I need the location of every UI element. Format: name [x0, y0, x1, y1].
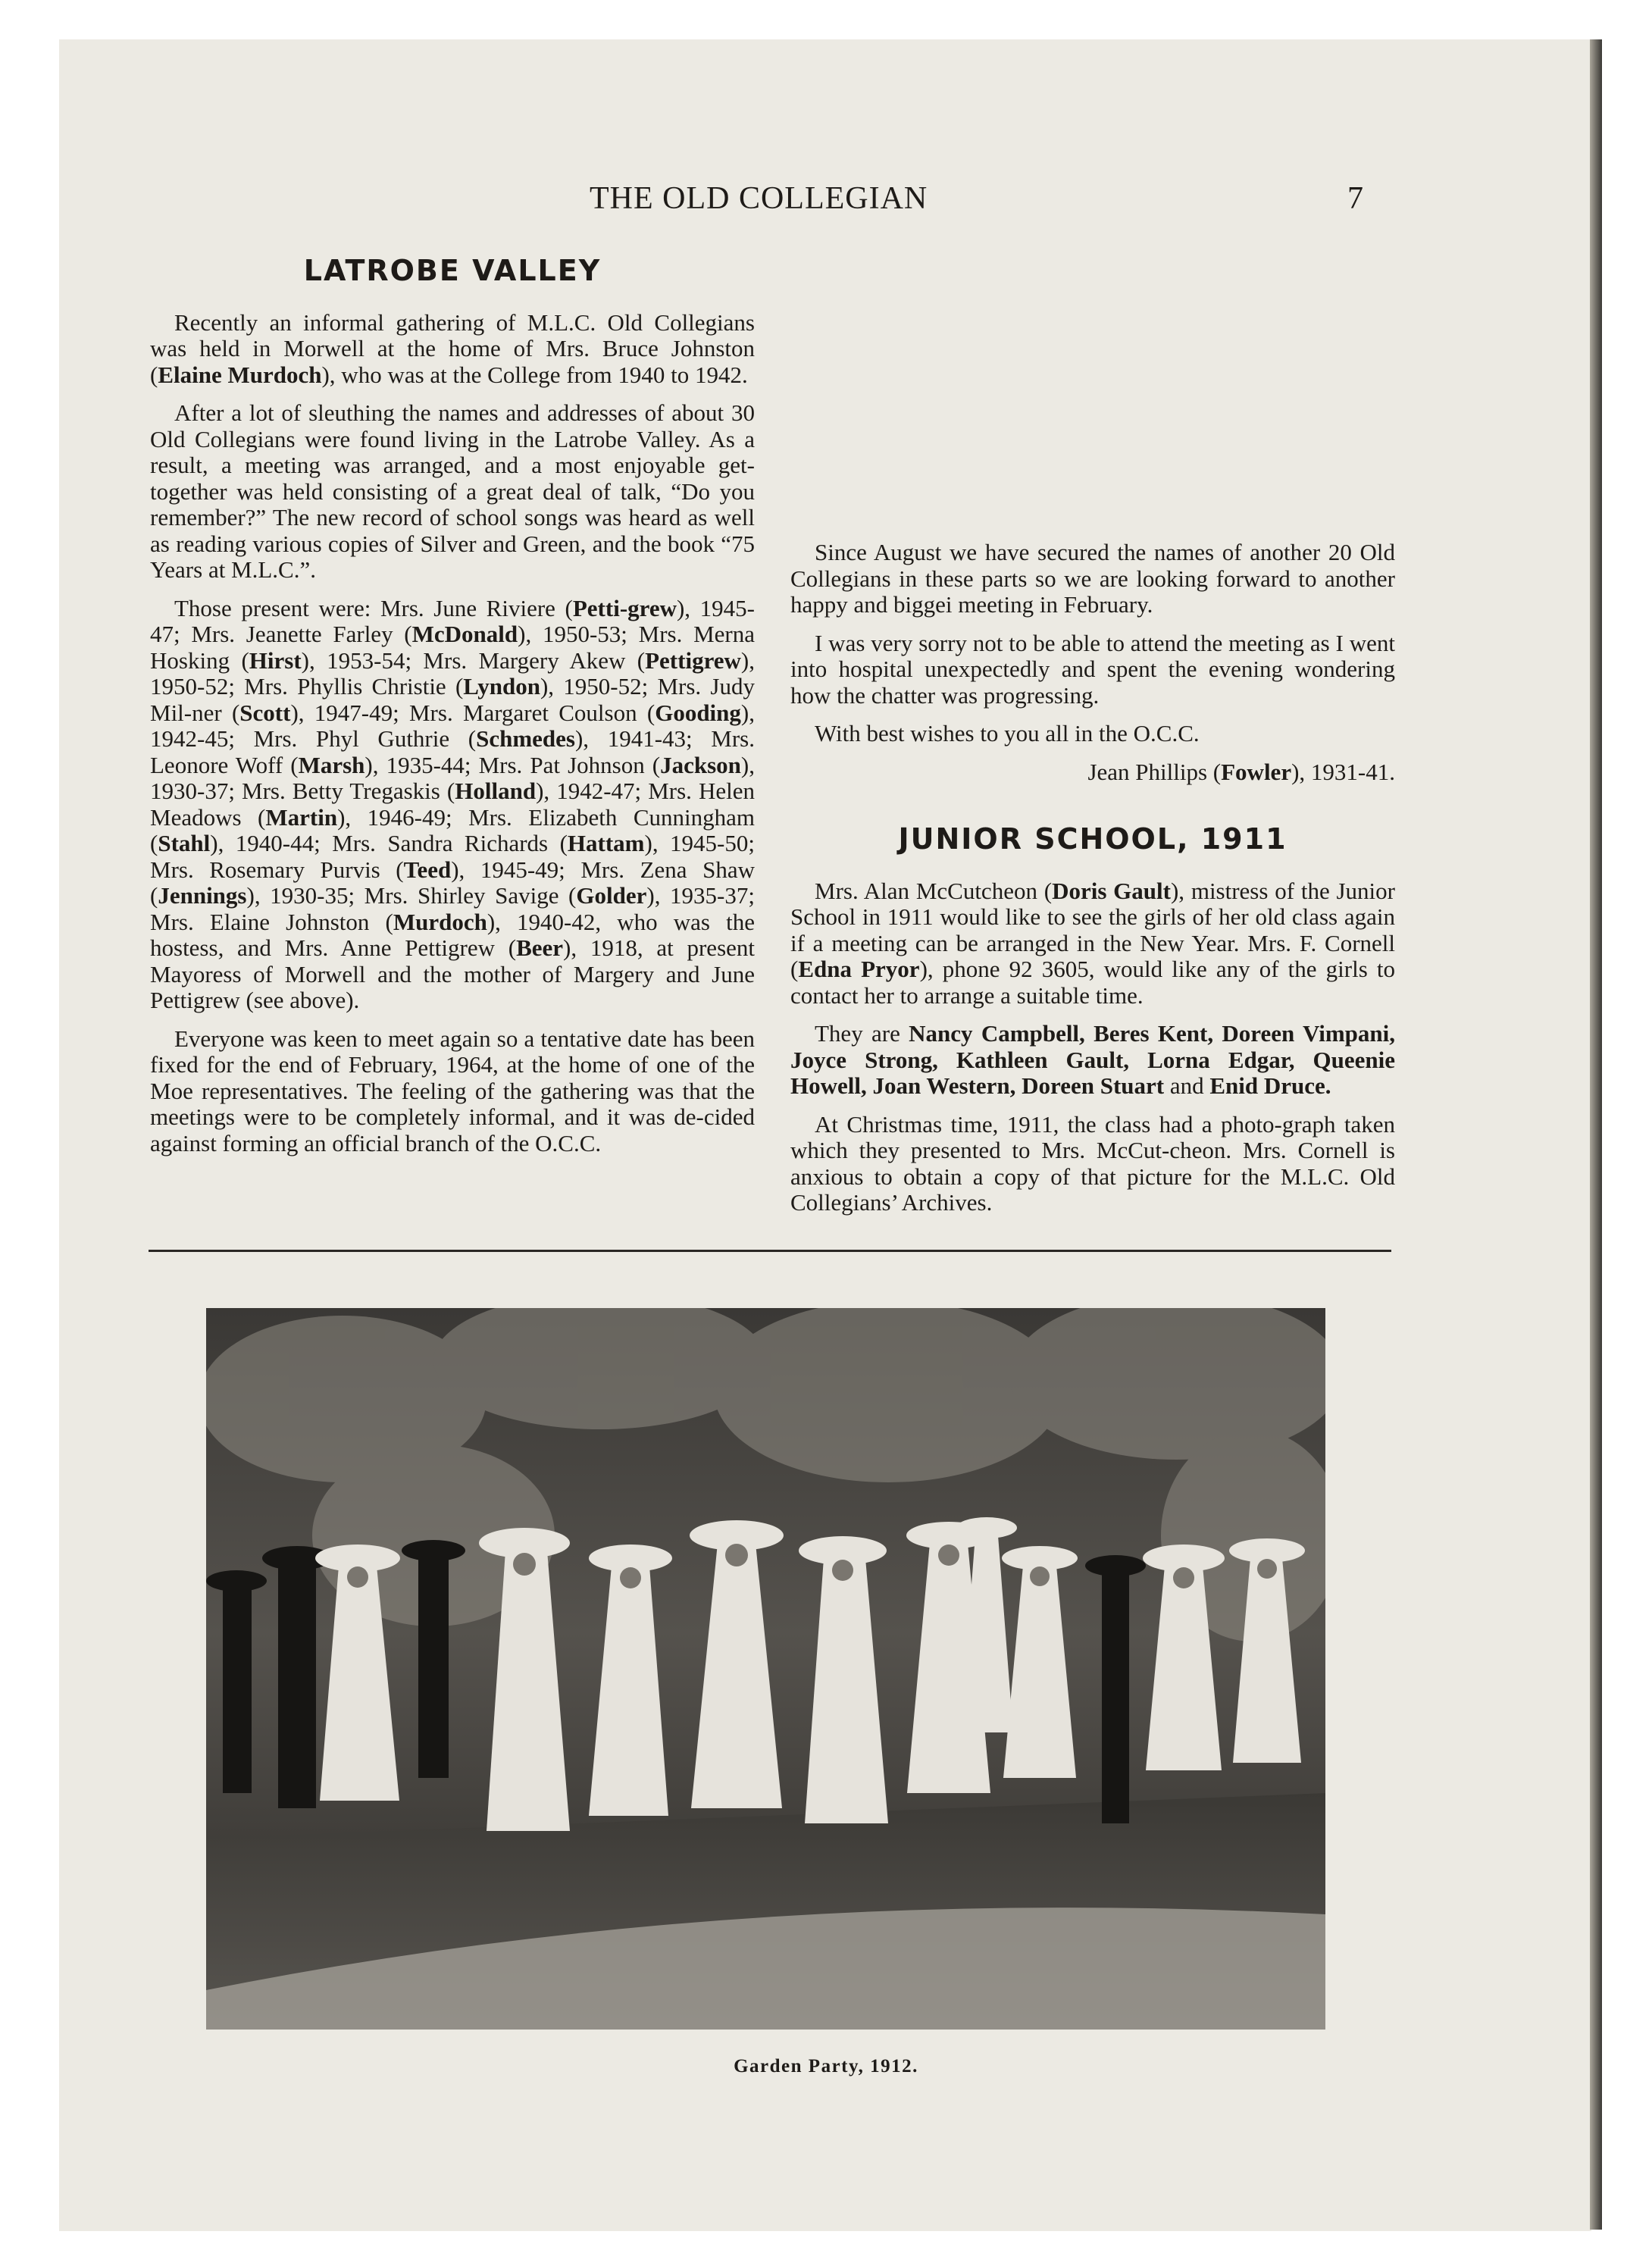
- text-run: I was very sorry not to be able to attend the meeting as I went into hospital unexpectedly and spent the evening wondering how the chatter was progressing.: [790, 629, 1395, 709]
- bold-name-run: Nancy Campbell, Beres Kent, Doreen Vimpani, Joyce Strong, Kathleen Gault, Lorna Edgar, Queenie Howell, Joan Western, Doreen Stuart: [790, 1020, 1395, 1099]
- junior-paragraph-3: [790, 1112, 1395, 1216]
- bold-name-run: Enid Druce.: [1209, 1072, 1331, 1099]
- text-run: ), 1930-35; Mrs. Shirley Savige (: [246, 882, 577, 909]
- text-run: ), 1946-49; Mrs. Elizabeth Cunningham (: [150, 803, 755, 856]
- latrobe-paragraph-4: [150, 1026, 755, 1157]
- text-run: They are: [815, 1020, 909, 1047]
- bold-name-run: Gooding: [655, 699, 741, 726]
- bold-name-run: Hirst: [249, 646, 302, 674]
- column-right: [790, 258, 1395, 1228]
- text-run: ), 1950-53; Mrs. Merna Hosking (: [150, 621, 755, 674]
- bold-name-run: Golder: [576, 882, 647, 909]
- text-run: and: [1164, 1072, 1210, 1099]
- page-number: 7: [1347, 181, 1363, 216]
- text-run: ), mistress of the Junior School in 1911 would like to see the girls of her old class again if a meeting can be arranged in the New Year. Mrs. F. Cornell (: [790, 877, 1395, 982]
- bold-name-run: Petti-grew: [572, 594, 677, 621]
- bold-name-run: Lyndon: [463, 673, 540, 699]
- junior-class-names: [790, 1021, 1395, 1100]
- text-run: ), who was at the College from 1940 to 1942.: [321, 361, 748, 388]
- text-run: ), 1953-54; Mrs. Margery Akew (: [301, 646, 646, 674]
- column-continuation-space: [790, 258, 1395, 540]
- text-run: ), phone 92 3605, would like any of the girls to contact her to arrange a suitable time.: [790, 956, 1395, 1009]
- text-run: Since August we have secured the names of another 20 Old Collegians in these parts so we are looking forward to another happy and biggei meeting in February.: [790, 539, 1395, 618]
- bold-name-run: Teed: [403, 856, 452, 883]
- garden-party-photo: [206, 1308, 1325, 2030]
- text-run: Mrs. Alan McCutcheon (: [815, 877, 1053, 904]
- section-divider-rule: [149, 1250, 1391, 1252]
- text-run: Recently an informal gathering of M.L.C. Old Collegians was held in Morwell at the home of Mrs. Bruce Johnston (: [150, 308, 755, 388]
- text-run: ), 1950-52; Mrs. Judy Mil-ner (: [150, 673, 755, 726]
- text-run: ), 1947-49; Mrs. Margaret Coulson (: [290, 699, 655, 726]
- latrobe-paragraph-2: [150, 400, 755, 584]
- text-run: ), 1931-41.: [1291, 758, 1395, 785]
- text-run: ), 1942-45; Mrs. Phyl Guthrie (: [150, 699, 755, 752]
- text-run: After a lot of sleuthing the names and addresses of about 30 Old Collegians were found living in the Latrobe Valley. As a result, a meeting was arranged, and a most enjoyable get-together was held consisting of a great deal of talk, “Do you remember?” The new record of school songs was heard as well as reading various copies of Silver and Green, and the book “75 Years at M.L.C.”.: [150, 399, 755, 583]
- text-run: ), 1942-47; Mrs. Helen Meadows (: [150, 778, 755, 831]
- text-run: ), 1945-49; Mrs. Zena Shaw (: [150, 856, 755, 909]
- bold-name-run: Scott: [239, 699, 291, 726]
- latrobe-paragraph-5: [790, 540, 1395, 618]
- junior-paragraph-1: [790, 878, 1395, 1009]
- page-spine-edge: [1590, 39, 1602, 2230]
- bold-name-run: Pettigrew: [645, 646, 741, 674]
- text-run: At Christmas time, 1911, the class had a photo-graph taken which they presented to Mrs. McCut-cheon. Mrs. Cornell is anxious to obtain a copy of that picture for the M.L.C. Old Collegians’ Archives.: [790, 1110, 1395, 1216]
- bold-name-run: Jennings: [158, 882, 247, 909]
- bold-name-run: Jackson: [660, 751, 741, 778]
- text-run: With best wishes to you all in the O.C.C.: [815, 720, 1200, 746]
- text-run: ), 1935-44; Mrs. Pat Johnson (: [365, 751, 661, 778]
- text-run: ), 1941-43; Mrs. Leonore Woff (: [150, 725, 755, 778]
- text-run: ), 1930-37; Mrs. Betty Tregaskis (: [150, 751, 755, 804]
- bold-name-run: Beer: [516, 934, 564, 961]
- bold-name-run: Martin: [265, 803, 338, 831]
- junior-school-heading: JUNIOR SCHOOL, 1911: [898, 822, 1287, 856]
- bold-name-run: Stahl: [158, 830, 211, 856]
- text-run: ), 1940-42, who was the hostess, and Mrs. Anne Pettigrew (: [150, 908, 755, 961]
- bold-name-run: Holland: [455, 778, 537, 804]
- text-run: ), 1918, at present Mayoress of Morwell and the mother of Margery and June Pettigrew (see above).: [150, 934, 755, 1013]
- bold-name-run: Hattam: [567, 830, 645, 856]
- latrobe-attendee-list: [150, 596, 755, 1014]
- text-run: ), 1950-52; Mrs. Phyllis Christie (: [150, 646, 755, 699]
- latrobe-paragraph-6: [790, 631, 1395, 709]
- bold-name-run: Murdoch: [393, 908, 487, 935]
- text-run: Those present were: Mrs. June Riviere (: [174, 594, 573, 621]
- bold-name-run: Fowler: [1221, 758, 1292, 785]
- bold-name-run: Doris Gault: [1052, 877, 1171, 904]
- text-run: Jean Phillips (: [1087, 758, 1222, 785]
- text-run: ), 1945-47; Mrs. Jeanette Farley (: [150, 594, 755, 647]
- bold-name-run: Marsh: [298, 751, 365, 778]
- text-run: ), 1940-44; Mrs. Sandra Richards (: [210, 830, 568, 856]
- photo-caption: Garden Party, 1912.: [734, 2056, 918, 2077]
- text-run: ), 1945-50; Mrs. Rosemary Purvis (: [150, 830, 755, 883]
- bold-name-run: Edna Pryor: [798, 956, 920, 982]
- bold-name-run: Elaine Murdoch: [158, 361, 322, 388]
- column-left: [150, 254, 755, 1156]
- bold-name-run: Schmedes: [476, 725, 575, 752]
- latrobe-valley-heading: LATROBE VALLEY: [303, 254, 602, 287]
- text-run: ), 1935-37; Mrs. Elaine Johnston (: [150, 882, 755, 935]
- latrobe-paragraph-1: [150, 310, 755, 389]
- latrobe-signoff: [790, 759, 1395, 786]
- bold-name-run: McDonald: [411, 621, 518, 647]
- text-run: Everyone was keen to meet again so a tentative date has been fixed for the end of February, 1964, at the home of one of the Moe representatives. The feeling of the gathering was that the meetings were to be completely informal, and it was de-cided against forming an official branch of the O.C.C.: [150, 1025, 755, 1156]
- running-title: THE OLD COLLEGIAN: [590, 181, 928, 216]
- latrobe-paragraph-7: [790, 721, 1395, 747]
